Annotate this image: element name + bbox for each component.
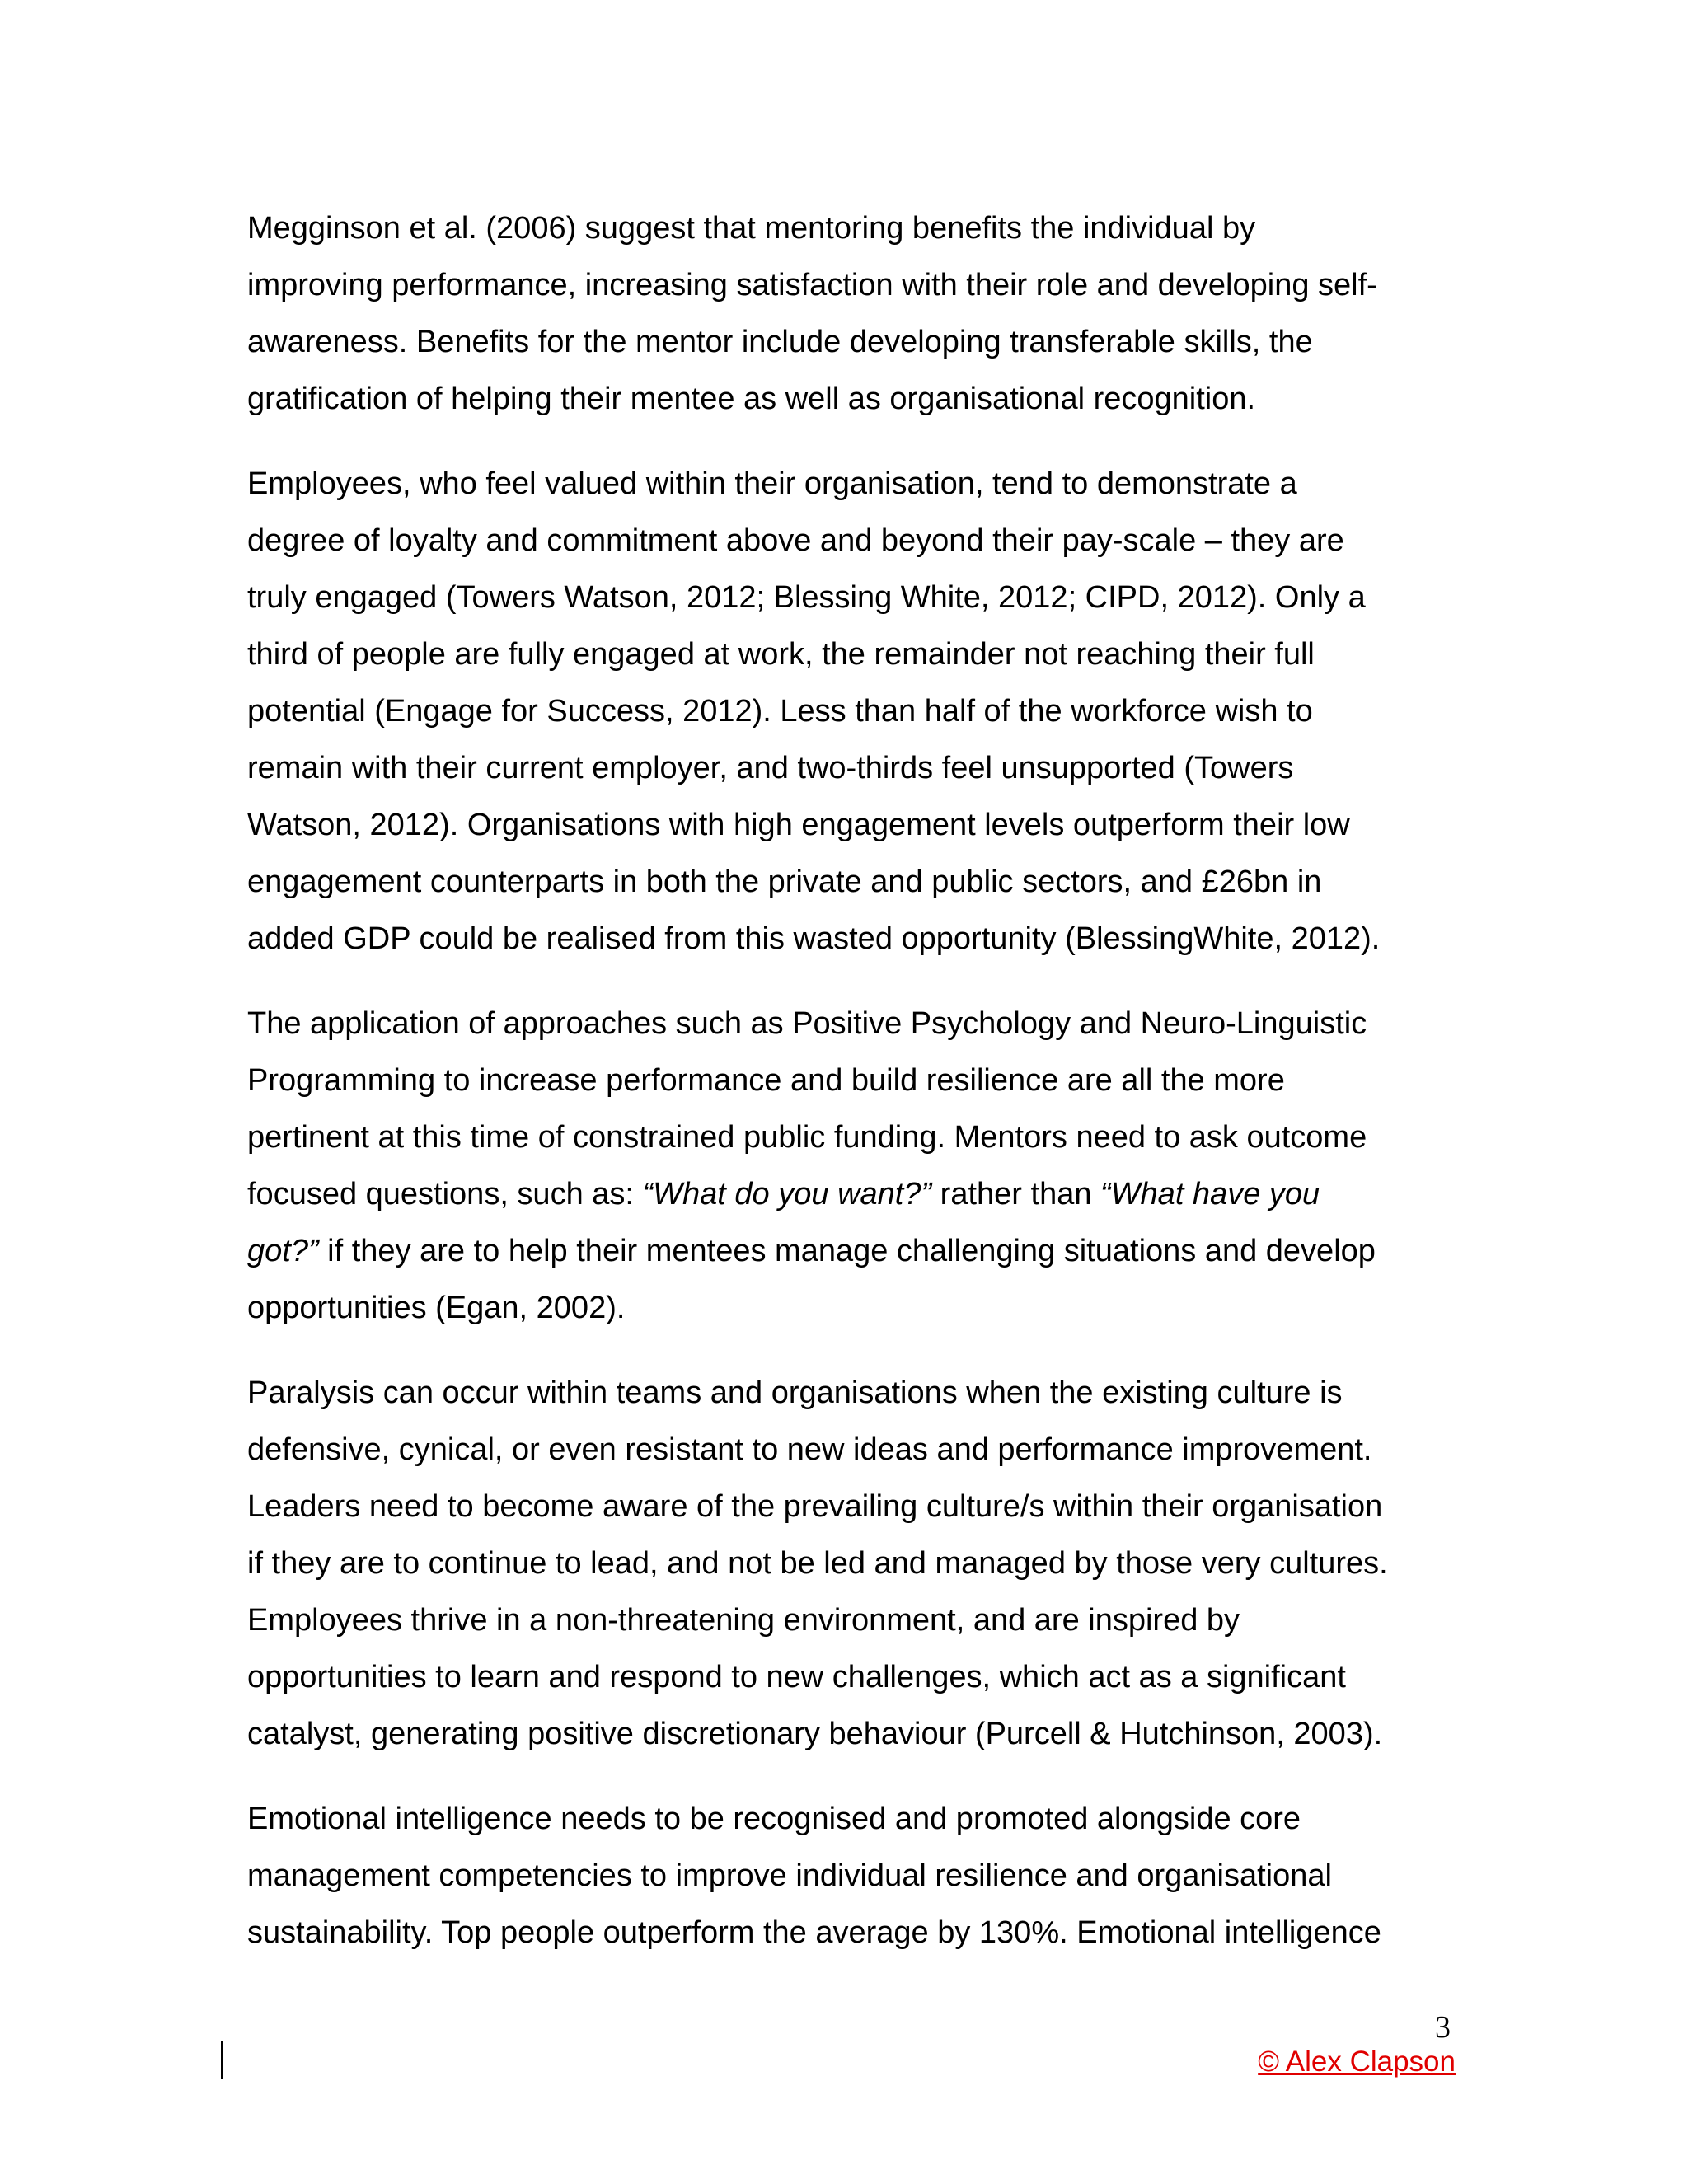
paragraph-mentoring-benefits — [247, 200, 1465, 428]
text-line: Emotional intelligence needs to be recognised and promoted alongside core — [247, 1802, 1301, 1836]
text-line: sustainability. Top people outperform the average by 130%. Emotional intelligence — [247, 1915, 1381, 1950]
text-line: catalyst, generating positive discretionary behaviour (Purcell & Hutchinson, 2003). — [247, 1717, 1383, 1751]
text-line: gratification of helping their mentee as well as organisational recognition. — [247, 382, 1256, 416]
text-line: if they are to continue to lead, and not be led and managed by those very cultures. — [247, 1546, 1388, 1581]
text-line: opportunities to learn and respond to new challenges, which act as a significant — [247, 1660, 1346, 1694]
text-line: engagement counterparts in both the private and public sectors, and £26bn in — [247, 865, 1322, 899]
text-segment: rather than — [931, 1177, 1101, 1212]
footer-text-cursor — [221, 2041, 223, 2079]
text-line: Paralysis can occur within teams and organisations when the existing culture is — [247, 1376, 1343, 1410]
text-segment: if they are to help their mentees manage challenging situations and develop — [318, 1234, 1376, 1268]
quote-what-have-you-got-end: got?” — [247, 1234, 319, 1268]
text-line: opportunities (Egan, 2002). — [247, 1291, 626, 1325]
text-line: improving performance, increasing satisfaction with their role and developing self- — [247, 268, 1377, 302]
text-line: Employees thrive in a non-threatening environment, and are inspired by — [247, 1603, 1240, 1638]
text-line: defensive, cynical, or even resistant to new ideas and performance improvement. — [247, 1432, 1372, 1467]
text-line: The application of approaches such as Positive Psychology and Neuro-Linguistic — [247, 1006, 1367, 1041]
text-line: third of people are fully engaged at work, the remainder not reaching their full — [247, 637, 1315, 672]
text-line: degree of loyalty and commitment above and beyond their pay-scale – they are — [247, 523, 1344, 558]
text-line: added GDP could be realised from this wasted opportunity (BlessingWhite, 2012). — [247, 921, 1381, 956]
paragraph-culture-paralysis — [247, 1365, 1465, 1763]
text-line: pertinent at this time of constrained public funding. Mentors need to ask outcome — [247, 1120, 1367, 1155]
text-line: potential (Engage for Success, 2012). Less than half of the workforce wish to — [247, 694, 1313, 729]
paragraph-positive-psychology — [247, 996, 1465, 1337]
text-line: Programming to increase performance and build resilience are all the more — [247, 1063, 1285, 1098]
quote-what-have-you-got-start: “What have you — [1100, 1177, 1320, 1212]
text-line: Leaders need to become aware of the prevailing culture/s within their organisation — [247, 1489, 1383, 1524]
body-text — [247, 200, 1465, 1990]
text-line: awareness. Benefits for the mentor include developing transferable skills, the — [247, 325, 1313, 359]
text-line: management competencies to improve individual resilience and organisational — [247, 1858, 1332, 1893]
copyright-link[interactable]: © Alex Clapson — [1258, 2046, 1456, 2078]
paragraph-emotional-intelligence — [247, 1791, 1465, 1961]
text-line-with-quotes — [247, 1166, 1465, 1223]
text-line: remain with their current employer, and two-thirds feel unsupported (Towers — [247, 751, 1294, 785]
quote-what-do-you-want: “What do you want?” — [642, 1177, 932, 1212]
text-line-with-quotes — [247, 1223, 1465, 1280]
text-line: Megginson et al. (2006) suggest that mentoring benefits the individual by — [247, 211, 1256, 246]
page-number: 3 — [1435, 2010, 1451, 2045]
text-line: Watson, 2012). Organisations with high engagement levels outperform their low — [247, 808, 1350, 842]
text-line: Employees, who feel valued within their organisation, tend to demonstrate a — [247, 466, 1297, 501]
paragraph-employee-engagement — [247, 456, 1465, 968]
text-segment: focused questions, such as: — [247, 1177, 643, 1212]
text-line: truly engaged (Towers Watson, 2012; Blessing White, 2012; CIPD, 2012). Only a — [247, 580, 1366, 615]
